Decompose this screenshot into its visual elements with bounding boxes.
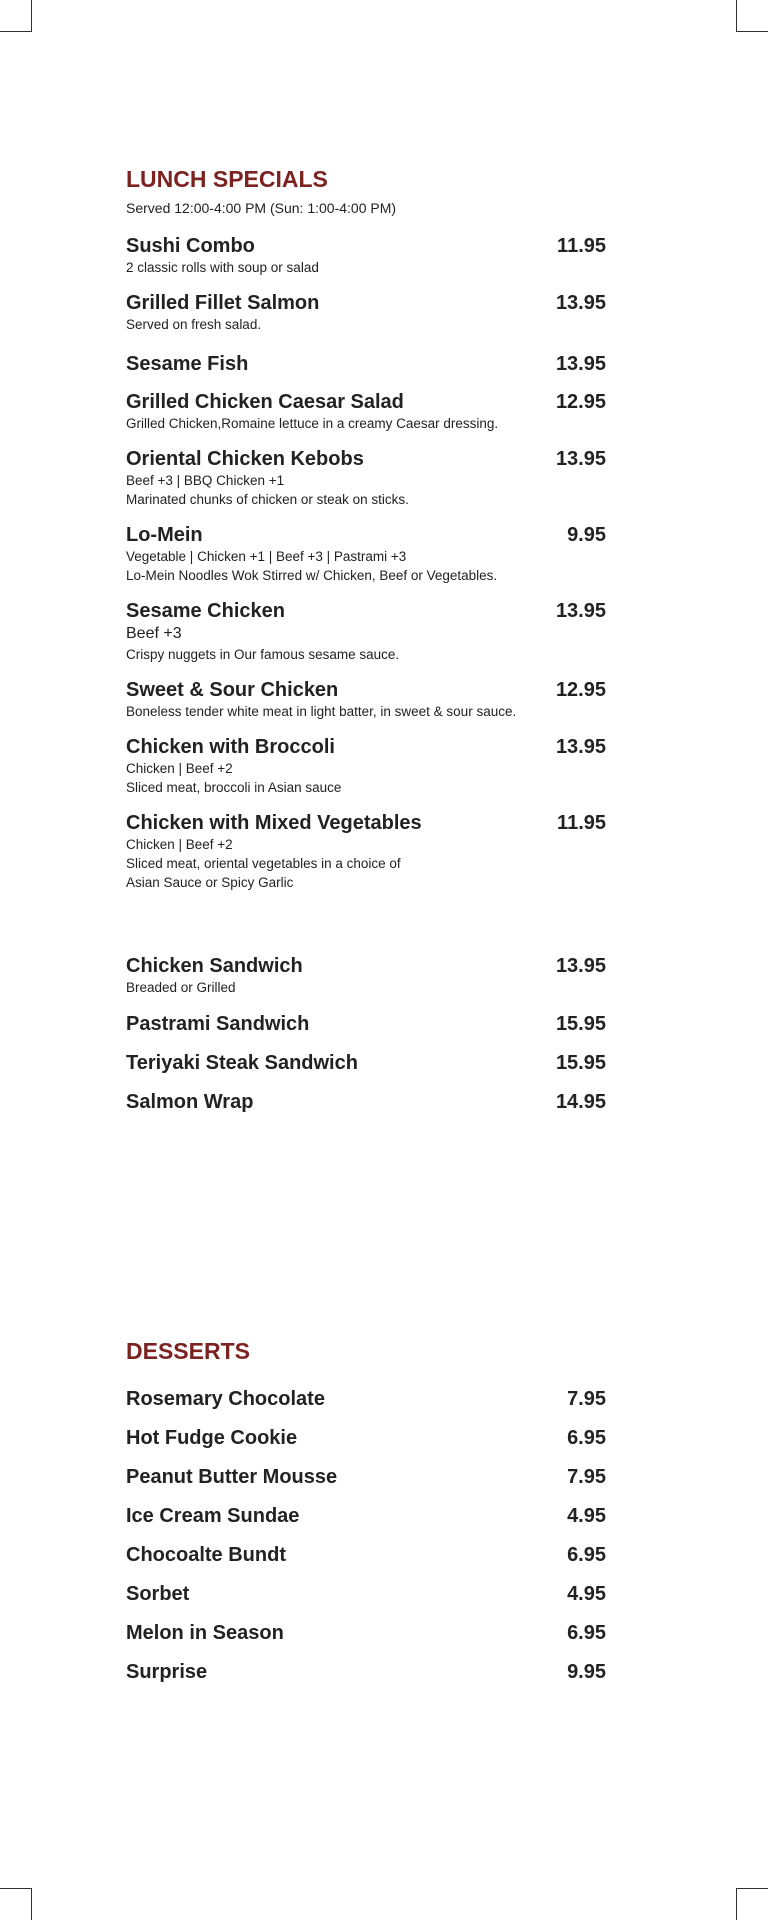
menu-item bbox=[126, 811, 606, 892]
menu-item-price: 7.95 bbox=[567, 1388, 606, 1410]
menu-item bbox=[126, 447, 606, 509]
menu-item bbox=[126, 599, 606, 664]
menu-item bbox=[126, 1582, 606, 1606]
desserts-title: DESSERTS bbox=[126, 1338, 250, 1364]
menu-item bbox=[126, 1051, 606, 1075]
menu-item-name: Sushi Combo bbox=[126, 235, 255, 257]
menu-item-name: Rosemary Chocolate bbox=[126, 1388, 325, 1410]
menu-item-price: 7.95 bbox=[567, 1466, 606, 1488]
menu-item bbox=[126, 1543, 606, 1567]
crop-mark-bottom-right bbox=[736, 1888, 768, 1920]
menu-item-price: 15.95 bbox=[555, 1013, 606, 1035]
menu-item-options: Chicken | Beef +2 bbox=[126, 837, 233, 852]
menu-item-name: Chicken with Mixed Vegetables bbox=[126, 812, 422, 834]
menu-item-description: Marinated chunks of chicken or steak on sticks. bbox=[126, 492, 409, 507]
menu-item-name: Sorbet bbox=[126, 1583, 190, 1605]
menu-item-description: Sliced meat, broccoli in Asian sauce bbox=[126, 780, 342, 795]
menu-item bbox=[126, 1090, 606, 1114]
menu-item bbox=[126, 735, 606, 797]
menu-item-name: Chicken Sandwich bbox=[126, 955, 303, 977]
menu-item-price: 4.95 bbox=[567, 1583, 606, 1605]
menu-item bbox=[126, 390, 606, 433]
menu-item bbox=[126, 1504, 606, 1528]
menu-item-description: Boneless tender white meat in light batter, in sweet & sour sauce. bbox=[126, 704, 517, 719]
crop-mark-bottom-left bbox=[0, 1888, 32, 1920]
menu-item-name: Sesame Chicken bbox=[126, 600, 285, 622]
menu-item-price: 6.95 bbox=[567, 1427, 606, 1449]
menu-item-name: Surprise bbox=[126, 1661, 208, 1683]
menu-item-price: 11.95 bbox=[557, 235, 606, 257]
menu-item-price: 15.95 bbox=[555, 1052, 606, 1074]
menu-item-price: 12.95 bbox=[555, 391, 606, 413]
menu-item-name: Pastrami Sandwich bbox=[126, 1013, 310, 1035]
menu-item-name: Hot Fudge Cookie bbox=[126, 1427, 298, 1449]
menu-item-name: Lo-Mein bbox=[126, 524, 203, 546]
menu-item-name: Teriyaki Steak Sandwich bbox=[126, 1052, 358, 1074]
menu-item-name: Salmon Wrap bbox=[126, 1091, 254, 1113]
menu-item-price: 6.95 bbox=[567, 1544, 606, 1566]
menu-item bbox=[126, 1465, 606, 1489]
menu-item-price: 13.95 bbox=[555, 448, 606, 470]
menu-item-price: 12.95 bbox=[555, 679, 606, 701]
menu-item-options: Beef +3 | BBQ Chicken +1 bbox=[126, 473, 285, 488]
menu-item-description: Asian Sauce or Spicy Garlic bbox=[126, 875, 294, 890]
menu-item-options: Chicken | Beef +2 bbox=[126, 761, 233, 776]
menu-item bbox=[126, 1012, 606, 1036]
menu-item bbox=[126, 1621, 606, 1645]
menu-item-name: Grilled Chicken Caesar Salad bbox=[126, 391, 404, 413]
menu-item-price: 13.95 bbox=[555, 353, 606, 375]
menu-item-price: 13.95 bbox=[555, 955, 606, 977]
menu-item-description: Lo-Mein Noodles Wok Stirred w/ Chicken, Beef or Vegetables. bbox=[126, 568, 498, 583]
menu-item bbox=[126, 954, 606, 997]
menu-item-price: 11.95 bbox=[557, 812, 606, 834]
menu-item bbox=[126, 523, 606, 585]
desserts-section bbox=[126, 1337, 606, 1684]
menu-item-description: Served on fresh salad. bbox=[126, 317, 262, 332]
menu-item-description: Crispy nuggets in Our famous sesame sauce. bbox=[126, 647, 400, 662]
menu-item-price: 6.95 bbox=[567, 1622, 606, 1644]
crop-mark-top-left bbox=[0, 0, 32, 32]
menu-item-name: Sesame Fish bbox=[126, 353, 249, 375]
menu-item bbox=[126, 291, 606, 334]
lunch-specials-section bbox=[126, 165, 606, 892]
menu-item-price: 13.95 bbox=[555, 292, 606, 314]
menu-item-price: 9.95 bbox=[567, 524, 606, 546]
menu-item-description: 2 classic rolls with soup or salad bbox=[126, 260, 319, 275]
menu-item-name: Ice Cream Sundae bbox=[126, 1505, 300, 1527]
menu-item bbox=[126, 1660, 606, 1684]
menu-item-name: Sweet & Sour Chicken bbox=[126, 679, 339, 701]
menu-item bbox=[126, 678, 606, 721]
menu-item-name: Peanut Butter Mousse bbox=[126, 1466, 338, 1488]
menu-item bbox=[126, 234, 606, 277]
lunch-specials-title: LUNCH SPECIALS bbox=[126, 166, 328, 192]
menu-item-options: Vegetable | Chicken +1 | Beef +3 | Pastrami +3 bbox=[126, 549, 407, 564]
lunch-specials-hours: Served 12:00-4:00 PM (Sun: 1:00-4:00 PM) bbox=[126, 200, 397, 216]
menu-item-price: 14.95 bbox=[555, 1091, 606, 1113]
menu-item-name: Chicken with Broccoli bbox=[126, 736, 335, 758]
menu-item-description: Grilled Chicken,Romaine lettuce in a creamy Caesar dressing. bbox=[126, 416, 499, 431]
menu-item-price: 13.95 bbox=[555, 600, 606, 622]
menu-item-description: Breaded or Grilled bbox=[126, 980, 236, 995]
menu-item bbox=[126, 352, 606, 376]
menu-item-price: 9.95 bbox=[567, 1661, 606, 1683]
menu-item-description: Sliced meat, oriental vegetables in a choice of bbox=[126, 856, 401, 871]
crop-mark-top-right bbox=[736, 0, 768, 32]
menu-item-price: 13.95 bbox=[555, 736, 606, 758]
menu-item bbox=[126, 1387, 606, 1411]
menu-item-name: Grilled Fillet Salmon bbox=[126, 292, 320, 314]
menu-item-name: Melon in Season bbox=[126, 1622, 284, 1644]
menu-item bbox=[126, 1426, 606, 1450]
menu-item-options: Beef +3 bbox=[126, 625, 182, 642]
menu-item-name: Oriental Chicken Kebobs bbox=[126, 448, 364, 470]
menu-item-price: 4.95 bbox=[567, 1505, 606, 1527]
menu-item-name: Chocoalte Bundt bbox=[126, 1544, 286, 1566]
sandwiches-section bbox=[126, 954, 606, 1114]
